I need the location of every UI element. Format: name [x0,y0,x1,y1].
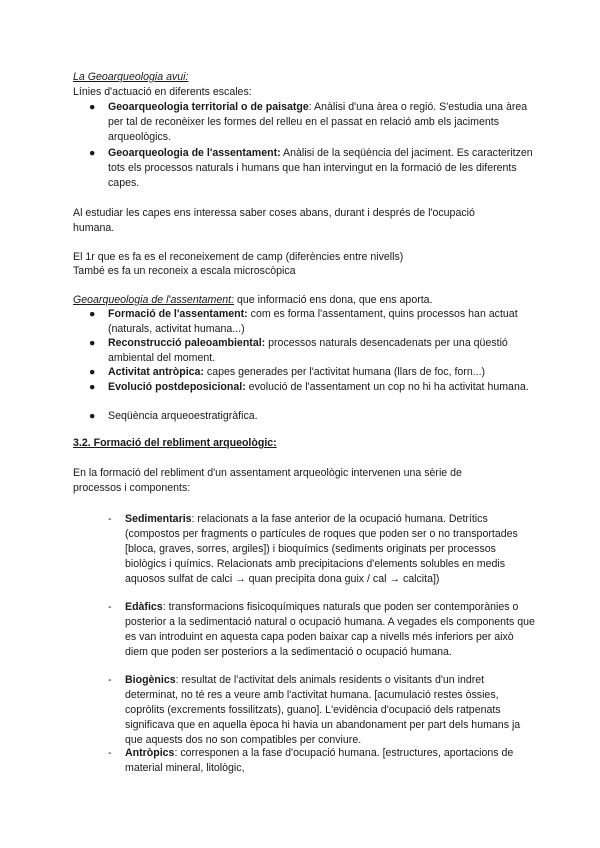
assent-item: Activitat antròpica: capes generades per l'activitat humana (llars de foc, forn...) [108,366,486,378]
assent-item: Reconstrucció paleoambiental: processos naturals desencadenats per una qüestió ambiental del moment. [108,337,508,364]
assent-title: Geoarqueologia de l'assentament: que informació ens dona, que ens aporta. [73,294,433,306]
bullet-icon: ● [89,381,96,393]
assent-item: Evolució postdeposicional: evolució de l'assentament un cop no hi ha activitat humana. [108,381,529,393]
paragraph: També es fa un reconeix a escala microscòpica [73,265,296,277]
dash-icon: - [108,513,112,525]
dash-icon: - [108,601,112,613]
section-heading: 3.2. Formació del rebliment arqueològic: [73,437,277,449]
dash-icon: - [108,674,112,686]
assent-item: Formació de l'assentament: com es forma l'assentament, quins processos han actuat (naturals, activitat humana...) [108,308,518,335]
bullet-icon: ● [89,337,96,349]
bullet-icon: ● [89,308,96,320]
scale-item: Geoarqueologia de l'assentament: Anàlisi de la seqüència del jaciment. Es caracteritzen tots els processos naturals i humans que han intervingut en la formació de les diferents capes. [108,147,533,189]
bullet-icon: ● [89,147,96,159]
section-intro: En la formació del rebliment d'un assentament arqueològic intervenen una sèrie de processos i components: [73,467,462,494]
component-item: Sedimentaris: relacionats a la fase anterior de la ocupació humana. Detrítics (compostos per fragments o partícules de roques que poden ser o no transportades [bloca, graves, sorres, argiles]) i bioquímics (sediments originats per processos biològics i químics. Relacionats amb precipitacions d'elements solubles en medis aquosos sulfat de calci → quan precipita dona guix / cal → calcita]) [125,513,518,585]
bullet-icon: ● [89,410,96,422]
bullet-icon: ● [89,366,96,378]
assent-item: Seqüència arqueoestratigràfica. [108,410,258,422]
dash-icon: - [108,747,112,759]
component-item: Antròpics: corresponen a la fase d'ocupació humana. [estructures, aportacions de material mineral, litològic, [125,747,514,774]
paragraph: Al estudiar les capes ens interessa saber coses abans, durant i després de l'ocupació humana. [73,207,475,234]
intro-subtitle: Línies d'actuació en diferents escales: [73,86,252,98]
component-item: Edàfics: transformacions fisicoquímiques naturals que poden ser contemporànies o posterior a la sedimentació natural o ocupació humana. A vegades els components que es van introduint en aquesta capa poden baixar cap a nivells més inferiors per això diem que poden ser posteriors a la sedimentació o ocupació humana. [125,601,535,658]
intro-title: La Geoarqueologia avui: [73,71,189,83]
bullet-icon: ● [89,101,96,113]
component-item: Biogènics: resultat de l'activitat dels animals residents o visitants d'un indret determinat, no té res a veure amb l'activitat humana. [acumulació restes òssies, copròlits (excrements fossilitzats), guano]. L'evidència d'ocupació dels ratpenats significava que en aquella època hi havia un abandonament per part dels humans ja que aquests dos no son compatibles per conviure. [125,674,521,746]
paragraph: El 1r que es fa es el reconeixement de camp (diferències entre nivells) [73,251,404,263]
scale-item: Geoarqueologia territorial o de paisatge: Anàlisi d'una àrea o regió. S'estudia una àrea per tal de reconèixer les formes del relleu en el passat en relació amb els jaciments arqueològics. [108,101,528,143]
